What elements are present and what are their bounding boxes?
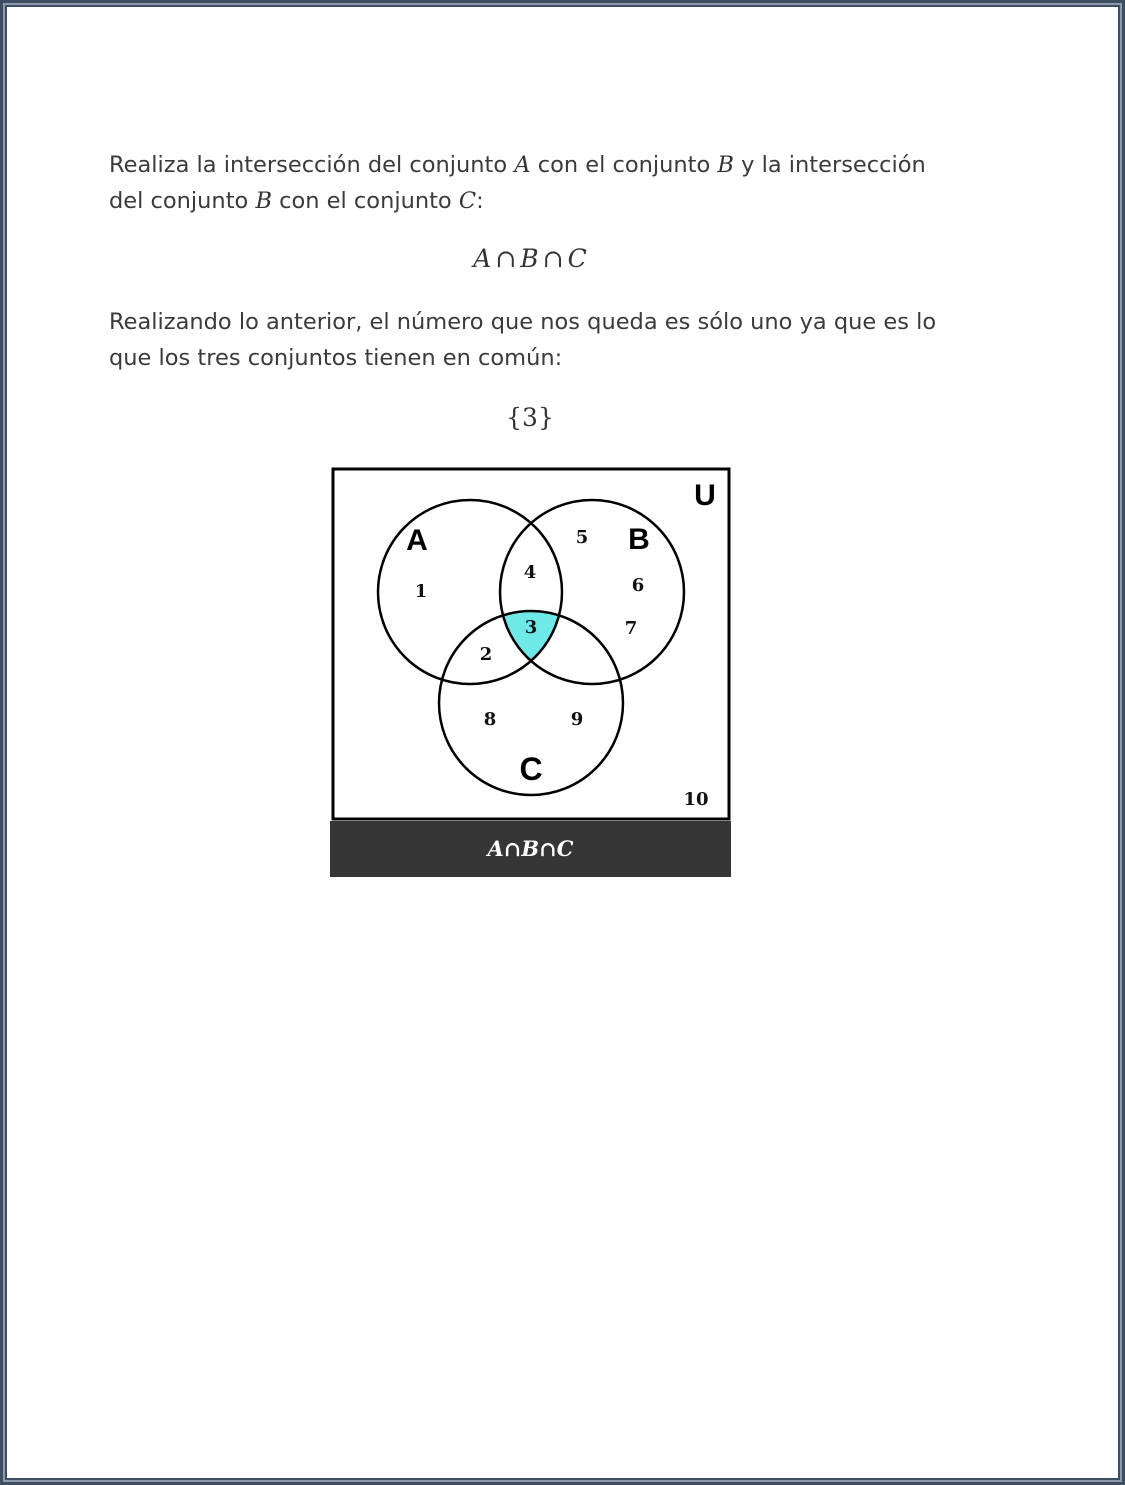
var-b: B — [717, 152, 734, 178]
formula-c: C — [567, 244, 587, 273]
result-paragraph: Realizando lo anterior, el número que nos queda es sólo uno ya que es lo que los tres conjuntos tienen en común: — [109, 309, 937, 371]
intro-text: con el conjunto — [530, 152, 718, 178]
universe-label: U — [694, 479, 716, 512]
intro-paragraph — [109, 147, 949, 219]
diagram-caption: A∩B∩C — [330, 821, 731, 877]
formula-op: ∩ — [542, 244, 564, 273]
venn-diagram — [329, 466, 733, 822]
set-a-label: A — [406, 524, 428, 557]
var-c: C — [458, 188, 477, 214]
region-label: 7 — [624, 618, 638, 639]
region-label: 6 — [631, 575, 645, 596]
region-label: 8 — [483, 709, 497, 730]
var-b: B — [255, 188, 272, 214]
formula-b: B — [520, 244, 539, 273]
region-label: 5 — [575, 527, 589, 548]
intro-text: : — [476, 188, 484, 214]
region-label: 3 — [524, 617, 538, 638]
result-set: {3} — [506, 403, 554, 432]
formula-op: ∩ — [495, 244, 517, 273]
region-label: 9 — [570, 709, 584, 730]
intro-text: Realiza la intersección del conjunto — [109, 152, 515, 178]
region-label: 10 — [683, 789, 709, 810]
region-label: 4 — [523, 562, 537, 583]
intro-text: con el conjunto — [271, 188, 459, 214]
set-b-label: B — [628, 523, 650, 556]
set-c-label: C — [519, 751, 543, 787]
var-a: A — [514, 152, 531, 178]
intersection-formula — [0, 244, 1060, 273]
region-label: 2 — [479, 644, 493, 665]
region-label: 1 — [414, 581, 428, 602]
intro-text: y la intersección del conjunto — [109, 152, 926, 214]
formula-a: A — [473, 244, 492, 273]
